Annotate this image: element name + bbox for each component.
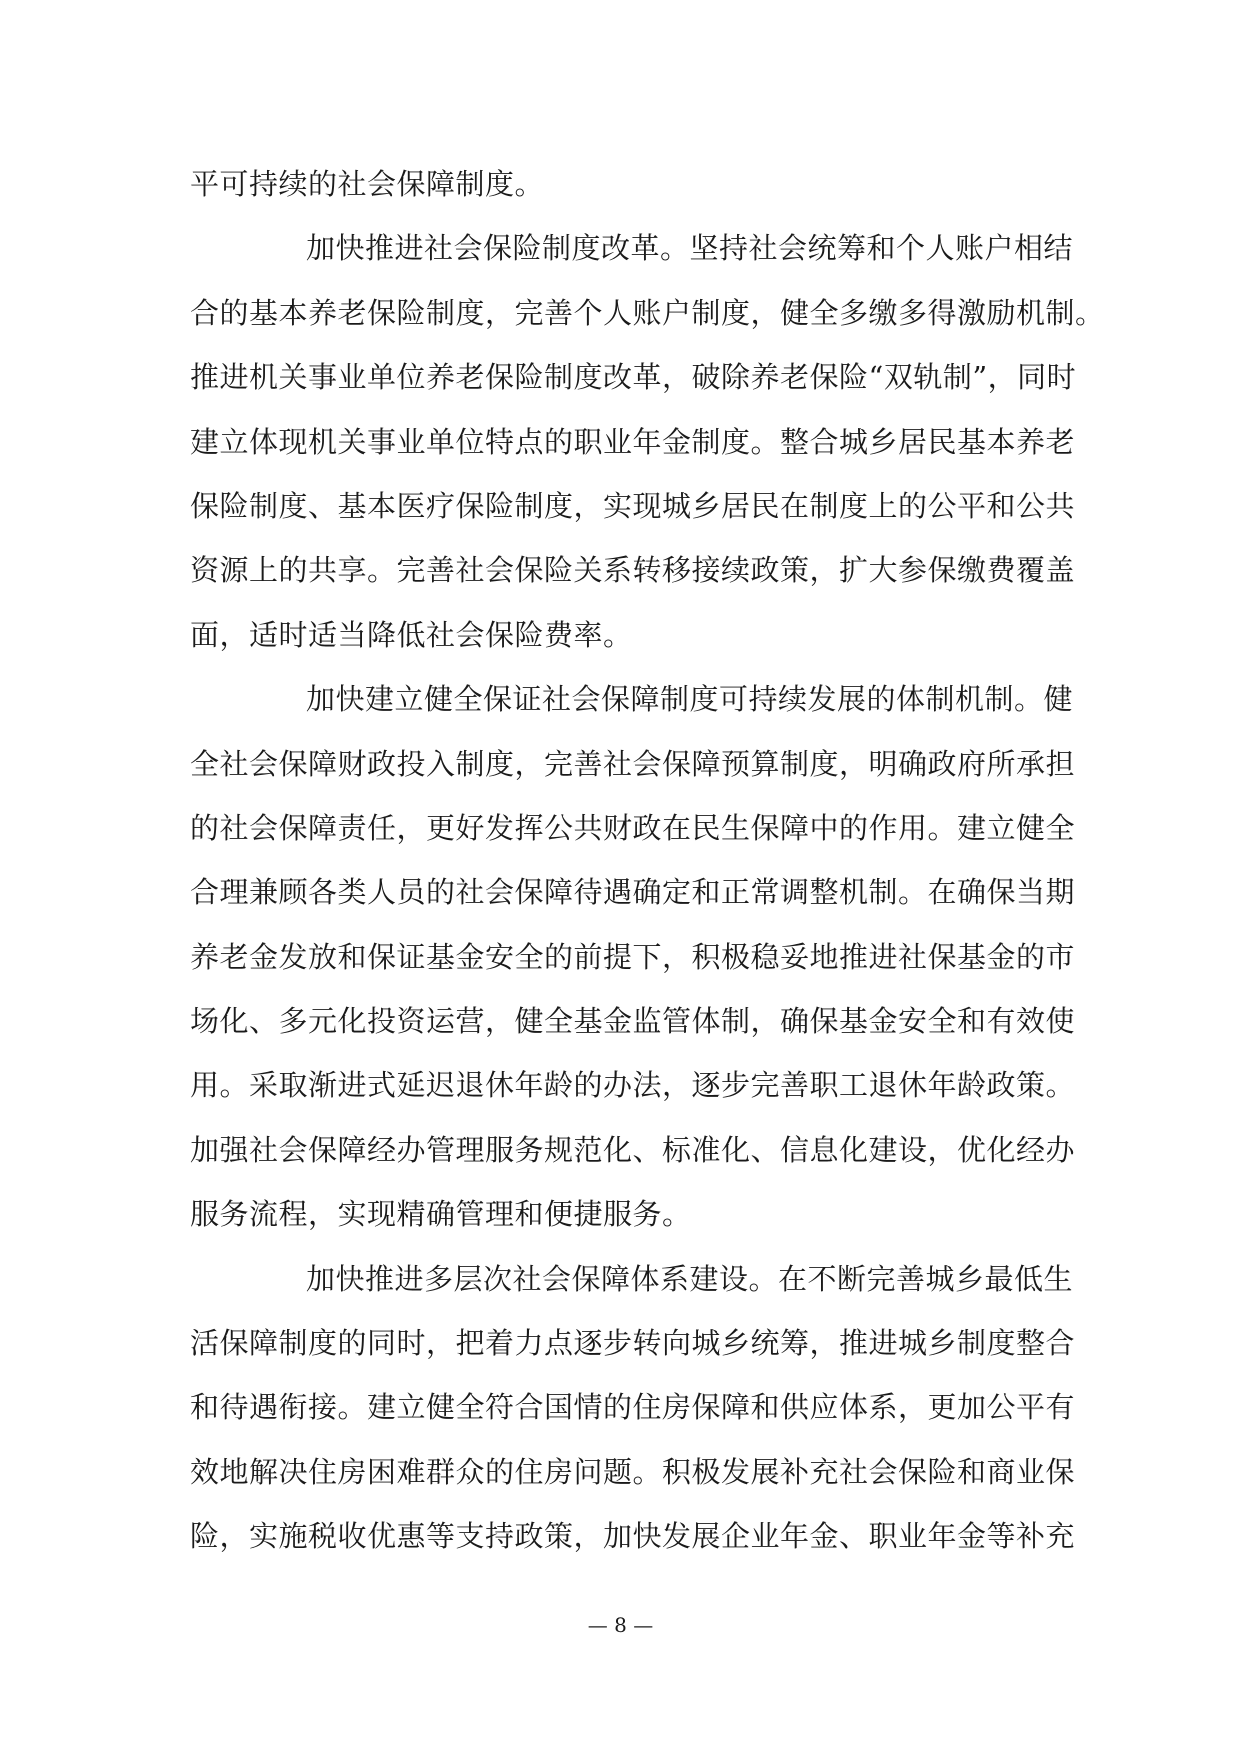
body-text [190,158,1105,1575]
text-line: 用。采取渐进式延迟退休年龄的办法，逐步完善职工退休年龄政策。 [190,1068,1076,1103]
page-number: — 8 — [587,1613,654,1637]
text-line: 保险制度、基本医疗保险制度，实现城乡居民在制度上的公平和公共 [190,488,1076,523]
text-line: 场化、多元化投资运营，健全基金监管体制，确保基金安全和有效使 [190,1004,1076,1039]
text-line: 合的基本养老保险制度，完善个人账户制度，健全多缴多得激励机制。 [190,295,1105,330]
text-line: 面，适时适当降低社会保险费率。 [190,617,633,652]
text-line: 的社会保障责任，更好发挥公共财政在民生保障中的作用。建立健全 [190,810,1076,845]
text-line: 服务流程，实现精确管理和便捷服务。 [190,1197,692,1232]
text-line: 资源上的共享。完善社会保险关系转移接续政策，扩大参保缴费覆盖 [190,553,1076,588]
text-line: 平可持续的社会保障制度。 [190,167,545,201]
text-line: 加强社会保障经办管理服务规范化、标准化、信息化建设，优化经办 [190,1132,1076,1167]
text-line: 合理兼顾各类人员的社会保障待遇确定和正常调整机制。在确保当期 [190,875,1076,910]
text-line: 险，实施税收优惠等支持政策，加快发展企业年金、职业年金等补充 [190,1519,1076,1554]
text-line: 推进机关事业单位养老保险制度改革，破除养老保险“双轨制”，同时 [190,360,1077,395]
text-line: 和待遇衔接。建立健全符合国情的住房保障和供应体系，更加公平有 [190,1390,1076,1425]
paragraph-first-line: 加快推进多层次社会保障体系建设。在不断完善城乡最低生 [306,1261,1074,1296]
text-line: 全社会保障财政投入制度，完善社会保障预算制度，明确政府所承担 [190,746,1076,781]
paragraph-first-line: 加快建立健全保证社会保障制度可持续发展的体制机制。健 [306,682,1074,717]
text-line: 养老金发放和保证基金安全的前提下，积极稳妥地推进社保基金的市 [190,939,1076,974]
text-line: 建立体现机关事业单位特点的职业年金制度。整合城乡居民基本养老 [190,424,1076,459]
text-line: 效地解决住房困难群众的住房问题。积极发展补充社会保险和商业保 [190,1454,1076,1489]
paragraph-first-line: 加快推进社会保险制度改革。坚持社会统筹和个人账户相结 [306,231,1074,266]
text-line: 活保障制度的同时，把着力点逐步转向城乡统筹，推进城乡制度整合 [190,1326,1076,1361]
